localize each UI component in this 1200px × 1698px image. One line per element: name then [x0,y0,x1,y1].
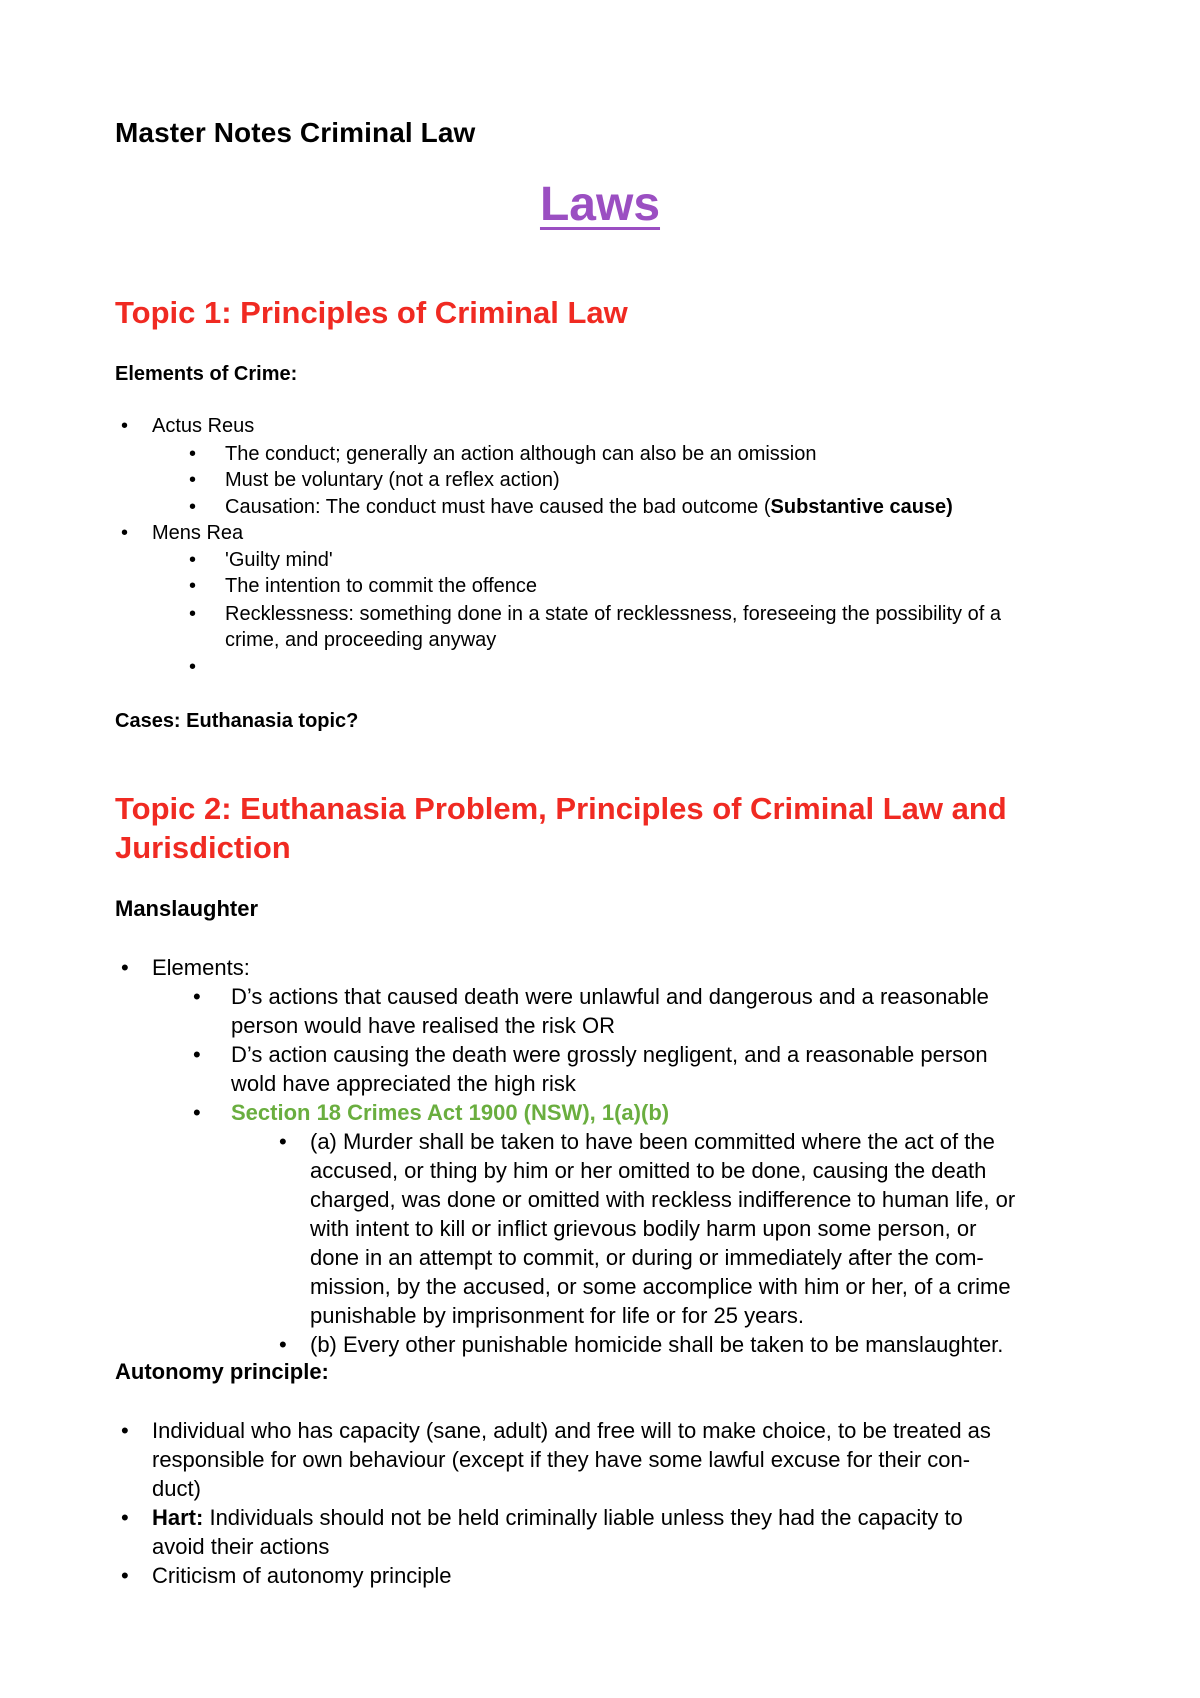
actus-reus-point: Must be voluntary (not a reflex action) [225,469,560,491]
bullet-icon: • [279,1332,287,1357]
bullet-icon: • [189,575,197,597]
bullet-icon: • [121,1418,129,1443]
criticism-point: Criticism of autonomy principle [152,1563,452,1588]
mens-rea-point-continued: crime, and proceeding anyway [225,629,497,651]
bullet-icon: • [193,1042,201,1067]
bullet-icon: • [121,522,129,544]
mens-rea-point: 'Guilty mind' [225,549,333,571]
actus-reus-point: Causation: The conduct must have caused the bad outcome (Substantive cause) [225,496,953,518]
mens-rea-point: The intention to commit the offence [225,575,538,597]
bullet-icon: • [189,656,197,678]
bullet-icon: • [121,955,129,980]
mens-rea-item: Mens Rea [152,522,244,544]
section-b-line: (b) Every other punishable homicide shall be taken to be manslaughter. [310,1332,1004,1357]
autonomy-principle-heading: Autonomy principle: [115,1359,329,1384]
topic-2-title: Topic 2: Euthanasia Problem, Principles of Criminal Law and [115,791,1007,826]
document-title: Master Notes Criminal Law [115,117,476,148]
bullet-icon: • [121,415,129,437]
bullet-icon: • [189,496,197,518]
section-a-line: done in an attempt to commit, or during or immediately after the com- [310,1245,984,1270]
bullet-icon: • [193,1100,201,1125]
actus-reus-item: Actus Reus [152,415,255,437]
autonomy-point-continued: responsible for own behaviour (except if they have some lawful excuse for their con- [152,1447,971,1472]
topic-1-title: Topic 1: Principles of Criminal Law [115,295,628,330]
topic-2-title-continued: Jurisdiction [115,830,291,865]
section-a-line: mission, by the accused, or some accomplice with him or her, of a crime [310,1274,1011,1299]
section-a-line: punishable by imprisonment for life or for 25 years. [310,1303,805,1328]
elements-item: Elements: [152,955,250,980]
section-a-line: (a) Murder shall be taken to have been committed where the act of the [310,1129,995,1154]
section-18-heading: Section 18 Crimes Act 1900 (NSW), 1(a)(b) [231,1100,670,1125]
section-a-line: charged, was done or omitted with reckless indifference to human life, or [310,1187,1016,1212]
mens-rea-point: Recklessness: something done in a state of recklessness, foreseeing the possibility of a [225,603,1001,625]
section-a-line: with intent to kill or inflict grievous bodily harm upon some person, or [310,1216,977,1241]
section-a-line: accused, or thing by him or her omitted to be done, causing the death [310,1158,987,1183]
bullet-icon: • [121,1505,129,1530]
actus-reus-point: The conduct; generally an action although can also be an omission [225,443,817,465]
bullet-icon: • [189,549,197,571]
element-point-continued: person would have realised the risk OR [231,1013,615,1038]
hart-point: Hart: Individuals should not be held criminally liable unless they had the capacity to [152,1505,963,1530]
element-point: D’s action causing the death were grossly negligent, and a reasonable person [231,1042,988,1067]
cases-heading: Cases: Euthanasia topic? [115,710,359,732]
bullet-icon: • [189,603,197,625]
hart-point-continued: avoid their actions [152,1534,330,1559]
element-point-continued: wold have appreciated the high risk [231,1071,576,1096]
elements-of-crime-heading: Elements of Crime: [115,363,298,385]
laws-heading: Laws [539,178,661,231]
element-point: D’s actions that caused death were unlawful and dangerous and a reasonable [231,984,989,1009]
bullet-icon: • [189,443,197,465]
bullet-icon: • [193,984,201,1009]
bullet-icon: • [189,469,197,491]
bullet-icon: • [121,1563,129,1588]
manslaughter-heading: Manslaughter [115,896,259,921]
autonomy-point: Individual who has capacity (sane, adult) and free will to make choice, to be treated as [152,1418,991,1443]
autonomy-point-continued: duct) [152,1476,201,1501]
bullet-icon: • [279,1129,287,1154]
